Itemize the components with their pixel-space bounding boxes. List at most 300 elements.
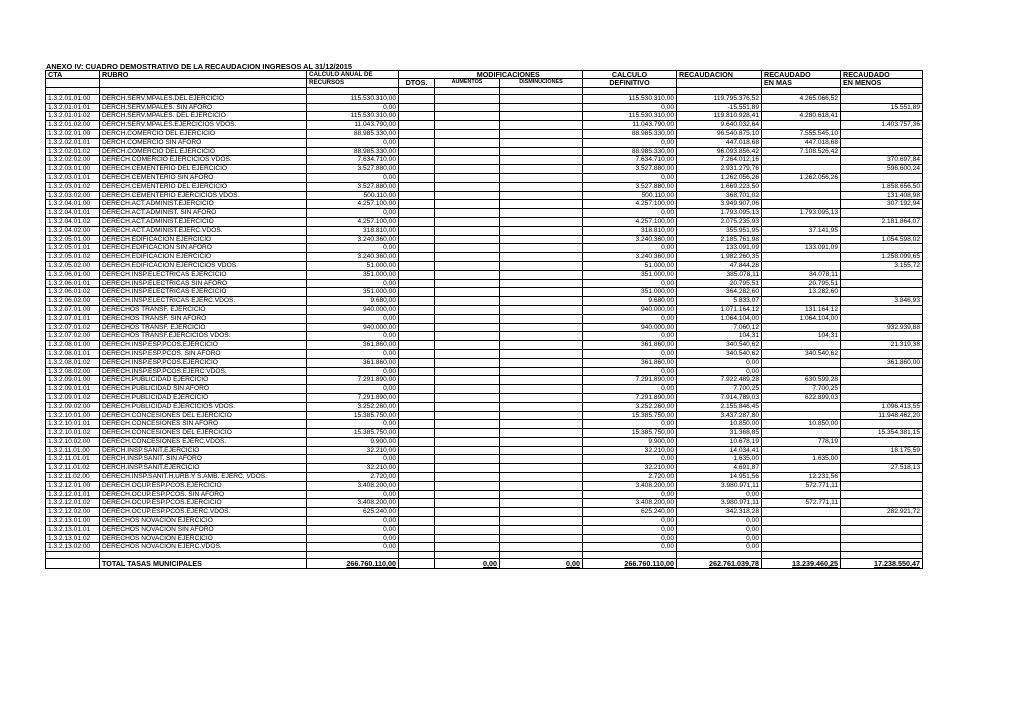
cell-recursos: 115.530.310,00 bbox=[307, 112, 399, 121]
cell-en-menos bbox=[841, 173, 923, 182]
cell-rubro: DERECHOS TRANSF. EJERCICIO bbox=[100, 323, 307, 332]
cell-rubro: DERECHOS TRANSF. SIN AFORO bbox=[100, 314, 307, 323]
cell-en-menos: 11.948.462,20 bbox=[841, 411, 923, 420]
cell-recaudacion: 7.700,25 bbox=[677, 385, 762, 394]
cell-recaudacion: 340.540,62 bbox=[677, 349, 762, 358]
cell-rubro: DERECH.COMERCIO EJERCICIOS VDOS. bbox=[100, 156, 307, 165]
cell-cta: 1.3.2.13.02.00 bbox=[46, 543, 100, 552]
cell-en-mas bbox=[762, 534, 841, 543]
cell-cta: 1.3.2.03.01.01 bbox=[46, 173, 100, 182]
cell-rubro: DERECH.CONCESIONES SIN AFORO bbox=[100, 420, 307, 429]
cell-recaudacion: 342.318,28 bbox=[677, 508, 762, 517]
cell-definitivo: 9.900,00 bbox=[583, 437, 677, 446]
cell-en-mas: 572.771,11 bbox=[762, 499, 841, 508]
cell-recaudacion: 1.793.095,13 bbox=[677, 209, 762, 218]
cell-cta: 1.3.2.01.02.00 bbox=[46, 121, 100, 130]
cell-cta: 1.3.2.10.01.00 bbox=[46, 411, 100, 420]
cell-en-mas bbox=[762, 525, 841, 534]
cell-en-mas: 1.793.095,13 bbox=[762, 209, 841, 218]
cell-definitivo: 115.530.310,00 bbox=[583, 112, 677, 121]
cell-en-menos: 27.518,13 bbox=[841, 464, 923, 473]
cell-recaudacion: 1.669.223,50 bbox=[677, 182, 762, 191]
cell-recaudacion: 10.850,00 bbox=[677, 420, 762, 429]
table-row bbox=[46, 261, 923, 270]
cell-rubro: DERECH.EDIFICACION EJERCICIO bbox=[100, 253, 307, 262]
cell-en-menos: 21.319,38 bbox=[841, 341, 923, 350]
cell-rubro: DERECH.PUBLICIDAD EJERCICIO bbox=[100, 393, 307, 402]
cell-en-menos: 361.860,00 bbox=[841, 358, 923, 367]
cell-recursos: 0,00 bbox=[307, 244, 399, 253]
cell-definitivo: 51.000,00 bbox=[583, 261, 677, 270]
cell-en-menos: 2.181.864,07 bbox=[841, 217, 923, 226]
cell-definitivo: 0,00 bbox=[583, 209, 677, 218]
table-row bbox=[46, 288, 923, 297]
cell-rubro: DERECH.ACT.ADMINIST.EJERC.VDOS. bbox=[100, 226, 307, 235]
cell-cta: 1.3.2.10.01.01 bbox=[46, 420, 100, 429]
header-calculo-anual: CALCULO ANUAL DE bbox=[307, 71, 399, 79]
cell-en-menos: 3.155,72 bbox=[841, 261, 923, 270]
cell-cta: 1.3.2.04.01.00 bbox=[46, 200, 100, 209]
cell-recaudacion: 1.262.056,26 bbox=[677, 173, 762, 182]
cell-recursos: 625.240,00 bbox=[307, 508, 399, 517]
cell-en-menos: 1.096.413,55 bbox=[841, 402, 923, 411]
table-row bbox=[46, 200, 923, 209]
table-header bbox=[46, 71, 923, 95]
cell-en-mas bbox=[762, 508, 841, 517]
cell-cta: 1.3.2.13.01.02 bbox=[46, 534, 100, 543]
table-row bbox=[46, 147, 923, 156]
table-body bbox=[46, 94, 923, 551]
cell-recursos: 940.000,00 bbox=[307, 305, 399, 314]
cell-recaudacion: 119.810.928,41 bbox=[677, 112, 762, 121]
table-row bbox=[46, 525, 923, 534]
cell-en-menos bbox=[841, 543, 923, 552]
header-calculo: CALCULO bbox=[583, 71, 677, 79]
cell-en-menos bbox=[841, 393, 923, 402]
cell-en-menos bbox=[841, 367, 923, 376]
cell-en-menos bbox=[841, 314, 923, 323]
table-row bbox=[46, 217, 923, 226]
cell-cta: 1.3.2.09.01.00 bbox=[46, 376, 100, 385]
cell-recursos: 3.408.200,00 bbox=[307, 481, 399, 490]
table-row bbox=[46, 191, 923, 200]
cell-recursos: 9.680,00 bbox=[307, 297, 399, 306]
cell-rubro: DERECH.CONCESIONES DEL EJERCICIO bbox=[100, 411, 307, 420]
cell-definitivo: 625.240,00 bbox=[583, 508, 677, 517]
cell-en-menos bbox=[841, 499, 923, 508]
cell-recaudacion: 133.091,09 bbox=[677, 244, 762, 253]
cell-recaudacion: 20.795,51 bbox=[677, 279, 762, 288]
total-disminuciones: 0,00 bbox=[566, 559, 580, 569]
cell-definitivo: 3.527.880,00 bbox=[583, 165, 677, 174]
cell-cta: 1.3.2.11.01.02 bbox=[46, 464, 100, 473]
cell-rubro: DERECH.INSP.ESP.PCOS.EJERC.VDOS. bbox=[100, 367, 307, 376]
cell-rubro: DERCH.INSP.SANIT. SIN AFORO bbox=[100, 455, 307, 464]
table-row bbox=[46, 244, 923, 253]
table-row bbox=[46, 94, 923, 103]
cell-cta: 1.3.2.13.01.00 bbox=[46, 517, 100, 526]
cell-recursos: 3.252.260,00 bbox=[307, 402, 399, 411]
cell-en-menos bbox=[841, 94, 923, 103]
cell-en-menos bbox=[841, 332, 923, 341]
cell-en-menos bbox=[841, 130, 923, 139]
cell-recursos: 0,00 bbox=[307, 517, 399, 526]
cell-definitivo: 88.985.330,00 bbox=[583, 130, 677, 139]
cell-definitivo: 0,00 bbox=[583, 332, 677, 341]
cell-en-mas: 572.771,11 bbox=[762, 481, 841, 490]
cell-en-menos bbox=[841, 534, 923, 543]
cell-recaudacion: 1.064.104,00 bbox=[677, 314, 762, 323]
cell-cta: 1.3.2.05.01.00 bbox=[46, 235, 100, 244]
cell-recaudacion: 104,31 bbox=[677, 332, 762, 341]
cell-definitivo: 3.240.360,00 bbox=[583, 235, 677, 244]
cell-recursos: 361.860,00 bbox=[307, 341, 399, 350]
cell-definitivo: 0,00 bbox=[583, 314, 677, 323]
cell-definitivo: 0,00 bbox=[583, 103, 677, 112]
cell-recursos: 3.527.880,00 bbox=[307, 165, 399, 174]
cell-cta: 1.3.2.11.01.00 bbox=[46, 446, 100, 455]
cell-recaudacion: 7.914.789,03 bbox=[677, 393, 762, 402]
cell-cta: 1.3.2.04.01.02 bbox=[46, 217, 100, 226]
cell-en-mas bbox=[762, 464, 841, 473]
cell-en-menos: 282.921,72 bbox=[841, 508, 923, 517]
cell-rubro: DERECH.OCUP.ESP.PCOS. SIN AFORO bbox=[100, 490, 307, 499]
cell-recaudacion: 96.093.856,42 bbox=[677, 147, 762, 156]
table-row bbox=[46, 270, 923, 279]
table-row bbox=[46, 481, 923, 490]
cell-recursos: 940.000,00 bbox=[307, 323, 399, 332]
document-title: ANEXO IV: CUADRO DEMOSTRATIVO DE LA RECAUDACION INGRESOS AL 31/12/2015 bbox=[46, 62, 352, 71]
cell-rubro: DERECH.INSP.ESP.PCOS.EJERCICIO bbox=[100, 341, 307, 350]
cell-cta: 1.3.2.03.02.00 bbox=[46, 191, 100, 200]
table-row bbox=[46, 376, 923, 385]
cell-rubro: DERECH.ACT.ADMINIST.EJERCICIO bbox=[100, 217, 307, 226]
table-row bbox=[46, 367, 923, 376]
cell-rubro: DERECH.PUBLICIDAD SIN AFORO bbox=[100, 385, 307, 394]
cell-definitivo: 4.257.100,00 bbox=[583, 217, 677, 226]
total-row bbox=[46, 559, 923, 569]
cell-en-mas bbox=[762, 323, 841, 332]
cell-definitivo: 0,00 bbox=[583, 173, 677, 182]
cell-en-menos bbox=[841, 288, 923, 297]
cell-en-menos bbox=[841, 376, 923, 385]
cell-rubro: DERECHOS NOVACION EJERCICIO bbox=[100, 534, 307, 543]
cell-recursos: 7.634.710,00 bbox=[307, 156, 399, 165]
cell-en-mas bbox=[762, 182, 841, 191]
cell-en-menos: 370.697,84 bbox=[841, 156, 923, 165]
cell-recaudacion: 2.075.235,93 bbox=[677, 217, 762, 226]
cell-recaudacion: 1.071.164,12 bbox=[677, 305, 762, 314]
cell-recaudacion: 7.060,12 bbox=[677, 323, 762, 332]
cell-recaudacion: 447.018,68 bbox=[677, 138, 762, 147]
cell-cta: 1.3.2.13.01.01 bbox=[46, 525, 100, 534]
cell-definitivo: 0,00 bbox=[583, 138, 677, 147]
cell-definitivo: 500.110,00 bbox=[583, 191, 677, 200]
cell-en-mas: 12.231,56 bbox=[762, 473, 841, 482]
cell-recaudacion: 47.844,28 bbox=[677, 261, 762, 270]
cell-cta: 1.3.2.07.02.00 bbox=[46, 332, 100, 341]
cell-rubro: DERECH.EDIFICACION EJERCICIOS VDOS. bbox=[100, 261, 307, 270]
cell-en-mas: 10.850,00 bbox=[762, 420, 841, 429]
cell-recaudacion: 0,00 bbox=[677, 517, 762, 526]
cell-definitivo: 351.000,00 bbox=[583, 270, 677, 279]
cell-definitivo: 4.257.100,00 bbox=[583, 200, 677, 209]
table-row bbox=[46, 130, 923, 139]
cell-en-menos bbox=[841, 138, 923, 147]
cell-en-menos: 596.600,24 bbox=[841, 165, 923, 174]
cell-cta: 1.3.2.11.01.01 bbox=[46, 455, 100, 464]
cell-recaudacion: 0,00 bbox=[677, 534, 762, 543]
cell-definitivo: 0,00 bbox=[583, 244, 677, 253]
cell-rubro: DERECHOS NOVACION SIN AFORO bbox=[100, 525, 307, 534]
cell-en-mas: 4.280.618,41 bbox=[762, 112, 841, 121]
cell-en-menos: 3.846,93 bbox=[841, 297, 923, 306]
cell-definitivo: 9.680,00 bbox=[583, 297, 677, 306]
cell-definitivo: 940.000,00 bbox=[583, 323, 677, 332]
cell-cta: 1.3.2.07.01.01 bbox=[46, 314, 100, 323]
table-row bbox=[46, 332, 923, 341]
cell-recursos: 500.110,00 bbox=[307, 191, 399, 200]
cell-recursos: 0,00 bbox=[307, 349, 399, 358]
cell-recursos: 0,00 bbox=[307, 385, 399, 394]
cell-en-mas bbox=[762, 341, 841, 350]
cell-rubro: DERECH.INSP.ESP.PCOS. SIN AFORO bbox=[100, 349, 307, 358]
cell-recursos: 0,00 bbox=[307, 525, 399, 534]
cell-en-mas: 4.265.066,52 bbox=[762, 94, 841, 103]
cell-definitivo: 7.291.890,00 bbox=[583, 393, 677, 402]
cell-definitivo: 115.530.310,00 bbox=[583, 94, 677, 103]
cell-recursos: 0,00 bbox=[307, 490, 399, 499]
cell-recursos: 88.985.330,00 bbox=[307, 130, 399, 139]
cell-en-mas: 7.555.545,10 bbox=[762, 130, 841, 139]
table-row bbox=[46, 455, 923, 464]
cell-recaudacion: 385.078,11 bbox=[677, 270, 762, 279]
cell-recursos: 51.000,00 bbox=[307, 261, 399, 270]
cell-en-mas: 1.262.056,26 bbox=[762, 173, 841, 182]
cell-definitivo: 7.634.710,00 bbox=[583, 156, 677, 165]
cell-en-mas bbox=[762, 411, 841, 420]
cell-rubro: DERECH.CEMENTERIO DEL EJERCICIO bbox=[100, 165, 307, 174]
cell-recaudacion: 3.980.971,11 bbox=[677, 499, 762, 508]
total-label: TOTAL TASAS MUNICIPALES bbox=[100, 559, 307, 569]
cell-recaudacion: 0,00 bbox=[677, 490, 762, 499]
cell-en-mas bbox=[762, 429, 841, 438]
cell-definitivo: 361.860,00 bbox=[583, 358, 677, 367]
cell-cta: 1.3.2.02.02.00 bbox=[46, 156, 100, 165]
cell-recaudacion: 1.635,00 bbox=[677, 455, 762, 464]
cell-rubro: DERCH.SERV.MPALES. DEL EJERCICIO bbox=[100, 112, 307, 121]
cell-rubro: DERECH.EDIFICACION EJERCICIO bbox=[100, 235, 307, 244]
cell-en-mas bbox=[762, 261, 841, 270]
cell-en-mas bbox=[762, 490, 841, 499]
cell-rubro: DERECH.PUBLICIDAD EJERCICIO bbox=[100, 376, 307, 385]
header-en-mas: EN MAS bbox=[762, 79, 841, 87]
cell-definitivo: 318.810,00 bbox=[583, 226, 677, 235]
cell-en-mas: 630.599,28 bbox=[762, 376, 841, 385]
cell-definitivo: 361.860,00 bbox=[583, 341, 677, 350]
table-row bbox=[46, 103, 923, 112]
cell-cta: 1.3.2.03.01.02 bbox=[46, 182, 100, 191]
cell-rubro: DERECHOS TRANSF.EJERCICIOS VDOS. bbox=[100, 332, 307, 341]
table-row bbox=[46, 138, 923, 147]
cell-en-menos bbox=[841, 279, 923, 288]
cell-en-mas bbox=[762, 358, 841, 367]
header-en-menos: EN MENOS bbox=[841, 79, 923, 87]
cell-rubro: DERECH.PUBLICIDAD EJERCICIOS VDOS. bbox=[100, 402, 307, 411]
cell-en-mas bbox=[762, 517, 841, 526]
cell-definitivo: 11.043.790,00 bbox=[583, 121, 677, 130]
cell-en-mas bbox=[762, 446, 841, 455]
cell-cta: 1.3.2.12.01.02 bbox=[46, 499, 100, 508]
cell-rubro: DERECH.EDIFICACION SIN AFORO bbox=[100, 244, 307, 253]
cell-en-menos bbox=[841, 147, 923, 156]
cell-definitivo: 0,00 bbox=[583, 455, 677, 464]
total-en-menos: 17.238.550,47 bbox=[874, 559, 920, 569]
cell-rubro: DERECH.OCUP.ESP.PCOS.EJERCICIO bbox=[100, 481, 307, 490]
cell-en-menos: 18.175,59 bbox=[841, 446, 923, 455]
cell-rubro: DERECHOS NOVACION EJERC.VDOS. bbox=[100, 543, 307, 552]
table-row bbox=[46, 429, 923, 438]
cell-en-menos: 1.403.757,36 bbox=[841, 121, 923, 130]
table-row bbox=[46, 341, 923, 350]
cell-recursos: 0,00 bbox=[307, 209, 399, 218]
header-disminuciones: DISMINUCIONES bbox=[500, 79, 583, 87]
cell-cta: 1.3.2.09.02.00 bbox=[46, 402, 100, 411]
cell-en-mas: 7.700,25 bbox=[762, 385, 841, 394]
cell-en-menos: 1.258.099,65 bbox=[841, 253, 923, 262]
header-recaudado-mas: RECAUDADO bbox=[762, 71, 841, 79]
cell-rubro: DERECH.CEMENTERIO EJERCICIOS VDOS. bbox=[100, 191, 307, 200]
cell-recaudacion: 2.185.761,98 bbox=[677, 235, 762, 244]
cell-en-mas: 1.635,00 bbox=[762, 455, 841, 464]
cell-cta: 1.3.2.01.01.02 bbox=[46, 112, 100, 121]
cell-recursos: 4.257.100,00 bbox=[307, 217, 399, 226]
cell-cta: 1.3.2.08.01.01 bbox=[46, 349, 100, 358]
cell-definitivo: 0,00 bbox=[583, 517, 677, 526]
cell-rubro: DERECH.INSP.SANIT.H.URB.Y S.AMB. EJERC. VDOS. bbox=[100, 473, 307, 482]
cell-rubro: DERECH.OCUP.ESP.PCOS.EJERC.VDOS. bbox=[100, 508, 307, 517]
cell-definitivo: 0,00 bbox=[583, 534, 677, 543]
total-definitivo: 266.760.110,00 bbox=[624, 559, 674, 569]
table-row bbox=[46, 517, 923, 526]
table-row bbox=[46, 437, 923, 446]
table-row bbox=[46, 112, 923, 121]
cell-recursos: 0,00 bbox=[307, 103, 399, 112]
cell-cta: 1.3.2.12.02.00 bbox=[46, 508, 100, 517]
cell-recursos: 0,00 bbox=[307, 173, 399, 182]
cell-rubro: DERCH.COMERCIO SIN AFORO bbox=[100, 138, 307, 147]
header-modificaciones: MODIFICACIONES bbox=[435, 71, 583, 79]
cell-recaudacion: 0,00 bbox=[677, 358, 762, 367]
cell-recaudacion: 1.982.260,35 bbox=[677, 253, 762, 262]
cell-en-menos bbox=[841, 385, 923, 394]
cell-en-menos bbox=[841, 270, 923, 279]
cell-rubro: DERECH.INSP.ELECTRICAS EJERC.VDOS. bbox=[100, 297, 307, 306]
cell-recaudacion: 119.795.376,52 bbox=[677, 94, 762, 103]
cell-recaudacion: 9.640.032,64 bbox=[677, 121, 762, 130]
cell-definitivo: 3.527.880,00 bbox=[583, 182, 677, 191]
cell-definitivo: 15.385.750,00 bbox=[583, 429, 677, 438]
cell-recursos: 0,00 bbox=[307, 138, 399, 147]
cell-rubro: DERECH.ACT.ADMINIST.EJERCICIO bbox=[100, 200, 307, 209]
cell-cta: 1.3.2.10.01.02 bbox=[46, 429, 100, 438]
cell-definitivo: 15.385.750,00 bbox=[583, 411, 677, 420]
cell-en-mas: 104,31 bbox=[762, 332, 841, 341]
cell-recursos: 0,00 bbox=[307, 279, 399, 288]
cell-recaudacion: 96.540.875,10 bbox=[677, 130, 762, 139]
cell-en-mas bbox=[762, 543, 841, 552]
cell-en-menos: 307.192,94 bbox=[841, 200, 923, 209]
cell-cta: 1.3.2.10.02.00 bbox=[46, 437, 100, 446]
cell-definitivo: 940.000,00 bbox=[583, 305, 677, 314]
cell-recursos: 0,00 bbox=[307, 367, 399, 376]
header-aumentos: AUMENTOS bbox=[435, 79, 500, 87]
cell-en-menos bbox=[841, 305, 923, 314]
cell-en-mas bbox=[762, 191, 841, 200]
cell-recaudacion: -15.551,89 bbox=[677, 103, 762, 112]
cell-en-mas bbox=[762, 235, 841, 244]
total-recaudacion: 262.761.039,78 bbox=[709, 559, 759, 569]
cell-rubro: DERCH.SERV.MPALES.EJERCICIOS VDOS. bbox=[100, 121, 307, 130]
cell-rubro: DERECH.INSP.ELECTRICAS EJERCICIO bbox=[100, 288, 307, 297]
header-dtos: DTOS. bbox=[399, 79, 435, 87]
cell-definitivo: 0,00 bbox=[583, 367, 677, 376]
cell-en-mas: 447.018,68 bbox=[762, 138, 841, 147]
header-recursos: RECURSOS bbox=[307, 79, 399, 87]
cell-recaudacion: 2.931.279,76 bbox=[677, 165, 762, 174]
cell-recursos: 115.530.310,00 bbox=[307, 94, 399, 103]
cell-recursos: 0,00 bbox=[307, 420, 399, 429]
cell-definitivo: 0,00 bbox=[583, 385, 677, 394]
table-row bbox=[46, 534, 923, 543]
cell-recursos: 318.810,00 bbox=[307, 226, 399, 235]
cell-recursos: 351.000,00 bbox=[307, 270, 399, 279]
cell-rubro: DERECH.INSP.ELECTRICAS SIN AFORO bbox=[100, 279, 307, 288]
table-row bbox=[46, 226, 923, 235]
cell-en-menos bbox=[841, 481, 923, 490]
cell-definitivo: 32.210,00 bbox=[583, 446, 677, 455]
header-recaudacion: RECAUDACION bbox=[677, 71, 762, 79]
cell-recursos: 4.257.100,00 bbox=[307, 200, 399, 209]
cell-definitivo: 2.720,00 bbox=[583, 473, 677, 482]
cell-en-menos bbox=[841, 473, 923, 482]
cell-rubro: DERCH.INSP.SANIT.EJERCICIO bbox=[100, 464, 307, 473]
cell-recaudacion: 355.951,95 bbox=[677, 226, 762, 235]
cell-definitivo: 88.985.330,00 bbox=[583, 147, 677, 156]
cell-en-menos bbox=[841, 244, 923, 253]
cell-rubro: DERECH.CEMENTERIO DEL EJERCICIO bbox=[100, 182, 307, 191]
cell-definitivo: 0,00 bbox=[583, 543, 677, 552]
header-definitivo: DEFINITIVO bbox=[583, 79, 677, 87]
total-en-mas: 13.239.460,25 bbox=[792, 559, 838, 569]
cell-en-menos bbox=[841, 490, 923, 499]
table-row bbox=[46, 411, 923, 420]
cell-cta: 1.3.2.02.01.02 bbox=[46, 147, 100, 156]
cell-cta: 1.3.2.08.01.00 bbox=[46, 341, 100, 350]
table-row bbox=[46, 349, 923, 358]
cell-cta: 1.3.2.09.01.01 bbox=[46, 385, 100, 394]
cell-rubro: DERCH.SERV.MPALES.DEL EJERCICIO bbox=[100, 94, 307, 103]
cell-recaudacion: 0,00 bbox=[677, 367, 762, 376]
cell-cta: 1.3.2.06.01.00 bbox=[46, 270, 100, 279]
cell-recursos: 15.385.750,00 bbox=[307, 411, 399, 420]
cell-rubro: DERCH.COMERCIO DEL EJERCICIO bbox=[100, 147, 307, 156]
table-row bbox=[46, 209, 923, 218]
cell-recursos: 88.985.330,00 bbox=[307, 147, 399, 156]
cell-cta: 1.3.2.03.01.00 bbox=[46, 165, 100, 174]
cell-en-menos: 15.551,89 bbox=[841, 103, 923, 112]
cell-recursos: 0,00 bbox=[307, 332, 399, 341]
